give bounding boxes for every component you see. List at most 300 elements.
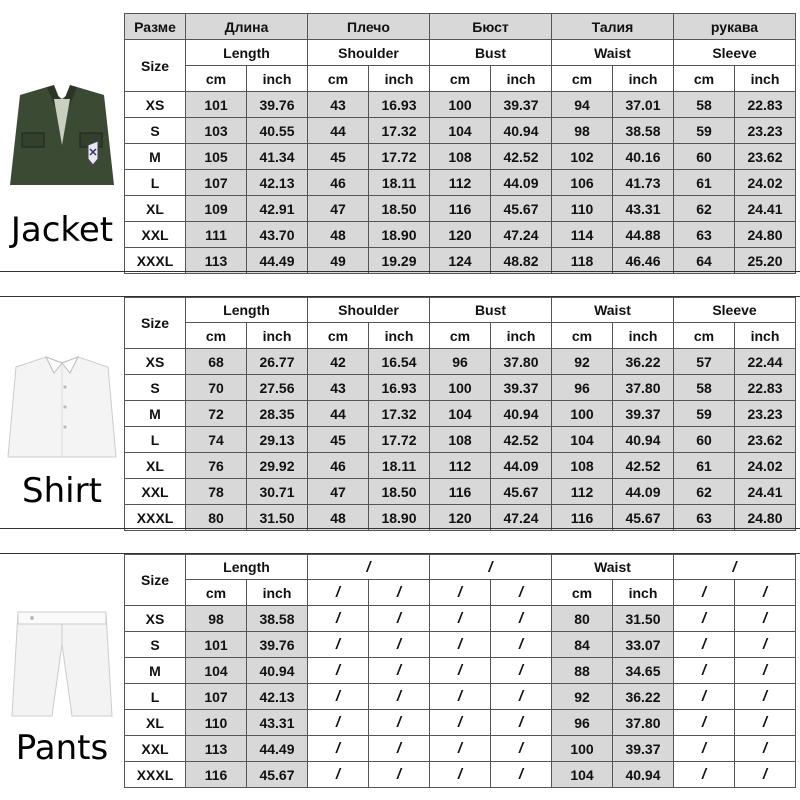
empty-cell: / [735,632,796,658]
inch-cell: 39.37 [613,401,674,427]
shirt-label: Shirt [22,471,102,511]
unit-row [125,323,796,349]
table-row [125,736,796,762]
cm-cell: 60 [674,144,735,170]
empty-cell: / [674,736,735,762]
unit-inch: inch [491,323,552,349]
cm-cell: 84 [552,632,613,658]
inch-cell: 40.94 [491,118,552,144]
pants-rows [125,606,796,788]
cm-cell: 44 [308,401,369,427]
cm-cell: 110 [186,710,247,736]
inch-cell: 40.94 [613,427,674,453]
unit-empty: / [308,580,369,606]
cm-cell: 42 [308,349,369,375]
jacket-image [2,85,122,195]
inch-cell: 39.37 [491,92,552,118]
pants-label: Pants [15,728,109,768]
unit-cm: cm [552,323,613,349]
inch-cell: 43.31 [247,710,308,736]
size-cell: XXXL [125,505,186,531]
inch-cell: 39.37 [491,375,552,401]
cm-cell: 80 [552,606,613,632]
cm-cell: 96 [552,375,613,401]
header-bust: Bust [430,298,552,323]
cm-cell: 112 [552,479,613,505]
inch-cell: 45.67 [491,196,552,222]
header-bust: Bust [430,40,552,66]
empty-cell: / [735,736,796,762]
table-row [125,453,796,479]
inch-cell: 17.32 [369,118,430,144]
unit-empty: / [369,580,430,606]
size-cell: XXXL [125,248,186,274]
unit-inch: inch [491,66,552,92]
empty-cell: / [735,606,796,632]
size-cell: S [125,375,186,401]
cm-cell: 112 [430,453,491,479]
cm-cell: 76 [186,453,247,479]
header-ru-bust: Бюст [430,14,552,40]
cm-cell: 113 [186,248,247,274]
cm-cell: 60 [674,427,735,453]
size-cell: XL [125,196,186,222]
cm-cell: 78 [186,479,247,505]
size-cell: M [125,144,186,170]
unit-empty: / [735,580,796,606]
inch-cell: 19.29 [369,248,430,274]
empty-cell: / [308,762,369,788]
inch-cell: 18.50 [369,196,430,222]
empty-cell: / [369,658,430,684]
unit-inch: inch [247,580,308,606]
cm-cell: 47 [308,479,369,505]
header-length: Length [186,40,308,66]
empty-cell: / [430,710,491,736]
inch-cell: 17.32 [369,401,430,427]
inch-cell: 42.52 [613,453,674,479]
unit-cm: cm [552,580,613,606]
empty-cell: / [430,632,491,658]
unit-empty: / [674,580,735,606]
inch-cell: 27.56 [247,375,308,401]
inch-cell: 42.52 [491,144,552,170]
table-row [125,248,796,274]
inch-cell: 43.70 [247,222,308,248]
empty-cell: / [430,762,491,788]
inch-cell: 30.71 [247,479,308,505]
cm-cell: 59 [674,118,735,144]
size-header: Size [125,40,186,92]
size-cell: XXL [125,222,186,248]
cm-cell: 70 [186,375,247,401]
empty-cell: / [369,684,430,710]
section-divider [0,271,800,272]
pants-table [124,554,796,788]
empty-cell: / [430,684,491,710]
cm-cell: 114 [552,222,613,248]
empty-cell: / [430,736,491,762]
inch-cell: 44.49 [247,248,308,274]
unit-empty: / [491,580,552,606]
cm-cell: 46 [308,170,369,196]
size-header: Size [125,555,186,606]
table-row [125,375,796,401]
inch-cell: 44.49 [247,736,308,762]
size-cell: XS [125,606,186,632]
cm-cell: 43 [308,92,369,118]
inch-cell: 40.94 [247,658,308,684]
unit-cm: cm [430,66,491,92]
cm-cell: 100 [430,92,491,118]
inch-cell: 37.01 [613,92,674,118]
inch-cell: 23.23 [735,401,796,427]
table-row [125,92,796,118]
inch-cell: 41.73 [613,170,674,196]
empty-cell: / [491,736,552,762]
unit-cm: cm [308,66,369,92]
empty-cell: / [491,658,552,684]
empty-cell: / [674,632,735,658]
inch-cell: 23.62 [735,144,796,170]
empty-cell: / [308,632,369,658]
cm-cell: 72 [186,401,247,427]
empty-cell: / [369,710,430,736]
unit-inch: inch [735,66,796,92]
size-cell: L [125,170,186,196]
unit-cm: cm [674,66,735,92]
cm-cell: 48 [308,222,369,248]
empty-cell: / [369,762,430,788]
cm-cell: 116 [186,762,247,788]
cm-cell: 108 [430,144,491,170]
inch-cell: 24.02 [735,170,796,196]
header-ru-size: Разме [125,14,186,40]
inch-cell: 18.90 [369,505,430,531]
header-ru-length: Длина [186,14,308,40]
size-cell: XL [125,710,186,736]
inch-cell: 44.09 [613,479,674,505]
cm-cell: 104 [552,427,613,453]
inch-cell: 16.54 [369,349,430,375]
cm-cell: 94 [552,92,613,118]
shirt-rows [125,349,796,531]
table-row [125,170,796,196]
size-cell: L [125,684,186,710]
cm-cell: 100 [430,375,491,401]
unit-inch: inch [247,323,308,349]
cm-cell: 92 [552,349,613,375]
inch-cell: 38.58 [613,118,674,144]
size-cell: S [125,118,186,144]
cm-cell: 101 [186,632,247,658]
inch-cell: 22.83 [735,92,796,118]
cm-cell: 100 [552,736,613,762]
unit-cm: cm [186,580,247,606]
inch-cell: 46.46 [613,248,674,274]
inch-cell: 34.65 [613,658,674,684]
empty-cell: / [735,762,796,788]
cm-cell: 46 [308,453,369,479]
empty-cell: / [674,606,735,632]
size-header: Size [125,298,186,349]
cm-cell: 63 [674,505,735,531]
inch-cell: 24.41 [735,479,796,505]
inch-cell: 39.76 [247,92,308,118]
inch-cell: 29.13 [247,427,308,453]
unit-cm: cm [186,323,247,349]
cm-cell: 96 [430,349,491,375]
inch-cell: 24.41 [735,196,796,222]
section-divider [0,528,800,529]
empty-cell: / [308,658,369,684]
inch-cell: 44.09 [491,453,552,479]
cm-cell: 49 [308,248,369,274]
cm-cell: 104 [430,401,491,427]
header-waist: Waist [552,555,674,580]
inch-cell: 41.34 [247,144,308,170]
empty-cell: / [674,710,735,736]
empty-cell: / [491,606,552,632]
table-row [125,606,796,632]
size-cell: XS [125,92,186,118]
size-cell: XXXL [125,762,186,788]
cm-cell: 104 [430,118,491,144]
cm-cell: 103 [186,118,247,144]
empty-cell: / [308,710,369,736]
cm-cell: 45 [308,427,369,453]
size-cell: XS [125,349,186,375]
inch-cell: 42.13 [247,684,308,710]
cm-cell: 92 [552,684,613,710]
empty-cell: / [491,762,552,788]
cm-cell: 108 [430,427,491,453]
header-empty: / [430,555,552,580]
header-empty: / [308,555,430,580]
cm-cell: 111 [186,222,247,248]
inch-cell: 36.22 [613,349,674,375]
cm-cell: 48 [308,505,369,531]
cm-cell: 58 [674,375,735,401]
empty-cell: / [308,684,369,710]
shirt-image [2,353,122,463]
cm-cell: 45 [308,144,369,170]
table-row [125,505,796,531]
table-row [125,222,796,248]
inch-cell: 24.80 [735,222,796,248]
cm-cell: 47 [308,196,369,222]
cm-cell: 88 [552,658,613,684]
jacket-table [124,13,796,274]
inch-cell: 28.35 [247,401,308,427]
cm-cell: 57 [674,349,735,375]
pants-section [0,554,800,786]
inch-cell: 45.67 [613,505,674,531]
cm-cell: 80 [186,505,247,531]
inch-cell: 18.50 [369,479,430,505]
inch-cell: 42.91 [247,196,308,222]
inch-cell: 43.31 [613,196,674,222]
unit-cm: cm [186,66,247,92]
cm-cell: 105 [186,144,247,170]
empty-cell: / [369,632,430,658]
inch-cell: 18.11 [369,453,430,479]
inch-cell: 23.62 [735,427,796,453]
shirt-section [0,297,800,529]
size-cell: M [125,401,186,427]
header-waist: Waist [552,298,674,323]
inch-cell: 47.24 [491,222,552,248]
cm-cell: 107 [186,170,247,196]
empty-cell: / [674,658,735,684]
header-waist: Waist [552,40,674,66]
inch-cell: 44.88 [613,222,674,248]
inch-cell: 18.11 [369,170,430,196]
empty-cell: / [735,658,796,684]
table-row [125,479,796,505]
inch-cell: 40.55 [247,118,308,144]
inch-cell: 44.09 [491,170,552,196]
cm-cell: 118 [552,248,613,274]
cm-cell: 44 [308,118,369,144]
table-row [125,118,796,144]
inch-cell: 38.58 [247,606,308,632]
header-sleeve: Sleeve [674,40,796,66]
empty-cell: / [430,606,491,632]
inch-cell: 48.82 [491,248,552,274]
table-row [125,427,796,453]
header-ru-sleeve: рукава [674,14,796,40]
inch-cell: 45.67 [247,762,308,788]
cm-cell: 58 [674,92,735,118]
cm-cell: 98 [552,118,613,144]
inch-cell: 22.44 [735,349,796,375]
header-shoulder: Shoulder [308,40,430,66]
pants-image [2,604,122,724]
inch-cell: 36.22 [613,684,674,710]
cm-cell: 116 [430,196,491,222]
cm-cell: 62 [674,479,735,505]
inch-cell: 18.90 [369,222,430,248]
cm-cell: 120 [430,222,491,248]
jacket-section [0,13,800,271]
inch-cell: 26.77 [247,349,308,375]
cm-cell: 74 [186,427,247,453]
unit-row [125,66,796,92]
inch-cell: 23.23 [735,118,796,144]
size-cell: XXL [125,736,186,762]
cm-cell: 107 [186,684,247,710]
empty-cell: / [491,710,552,736]
table-row [125,144,796,170]
header-length: Length [186,298,308,323]
cm-cell: 102 [552,144,613,170]
cm-cell: 104 [186,658,247,684]
empty-cell: / [369,606,430,632]
empty-cell: / [674,762,735,788]
inch-cell: 40.94 [491,401,552,427]
unit-empty: / [430,580,491,606]
cm-cell: 98 [186,606,247,632]
empty-cell: / [491,684,552,710]
inch-cell: 29.92 [247,453,308,479]
size-cell: M [125,658,186,684]
cm-cell: 116 [552,505,613,531]
cm-cell: 43 [308,375,369,401]
cm-cell: 62 [674,196,735,222]
cm-cell: 109 [186,196,247,222]
inch-cell: 31.50 [247,505,308,531]
inch-cell: 45.67 [491,479,552,505]
unit-cm: cm [552,66,613,92]
table-row [125,684,796,710]
inch-cell: 37.80 [613,375,674,401]
empty-cell: / [430,658,491,684]
inch-cell: 25.20 [735,248,796,274]
unit-row [125,580,796,606]
inch-cell: 40.16 [613,144,674,170]
inch-cell: 40.94 [613,762,674,788]
size-cell: L [125,427,186,453]
cm-cell: 110 [552,196,613,222]
unit-cm: cm [674,323,735,349]
header-ru-shoulder: Плечо [308,14,430,40]
unit-inch: inch [369,323,430,349]
inch-cell: 24.02 [735,453,796,479]
empty-cell: / [735,684,796,710]
inch-cell: 33.07 [613,632,674,658]
unit-inch: inch [369,66,430,92]
header-sleeve: Sleeve [674,298,796,323]
empty-cell: / [308,606,369,632]
size-cell: XXL [125,479,186,505]
table-row [125,762,796,788]
cm-cell: 63 [674,222,735,248]
unit-cm: cm [308,323,369,349]
cm-cell: 120 [430,505,491,531]
table-row [125,401,796,427]
unit-inch: inch [613,66,674,92]
cm-cell: 124 [430,248,491,274]
cm-cell: 61 [674,170,735,196]
cm-cell: 112 [430,170,491,196]
cm-cell: 116 [430,479,491,505]
header-shoulder: Shoulder [308,298,430,323]
empty-cell: / [735,710,796,736]
cm-cell: 106 [552,170,613,196]
shirt-table [124,297,796,531]
inch-cell: 42.52 [491,427,552,453]
table-row [125,349,796,375]
inch-cell: 31.50 [613,606,674,632]
cm-cell: 96 [552,710,613,736]
table-row [125,658,796,684]
cm-cell: 104 [552,762,613,788]
unit-cm: cm [430,323,491,349]
unit-inch: inch [735,323,796,349]
header-ru-waist: Талия [552,14,674,40]
inch-cell: 16.93 [369,375,430,401]
cm-cell: 100 [552,401,613,427]
empty-cell: / [491,632,552,658]
empty-cell: / [308,736,369,762]
inch-cell: 22.83 [735,375,796,401]
cm-cell: 61 [674,453,735,479]
inch-cell: 47.24 [491,505,552,531]
empty-cell: / [674,684,735,710]
inch-cell: 24.80 [735,505,796,531]
empty-cell: / [369,736,430,762]
